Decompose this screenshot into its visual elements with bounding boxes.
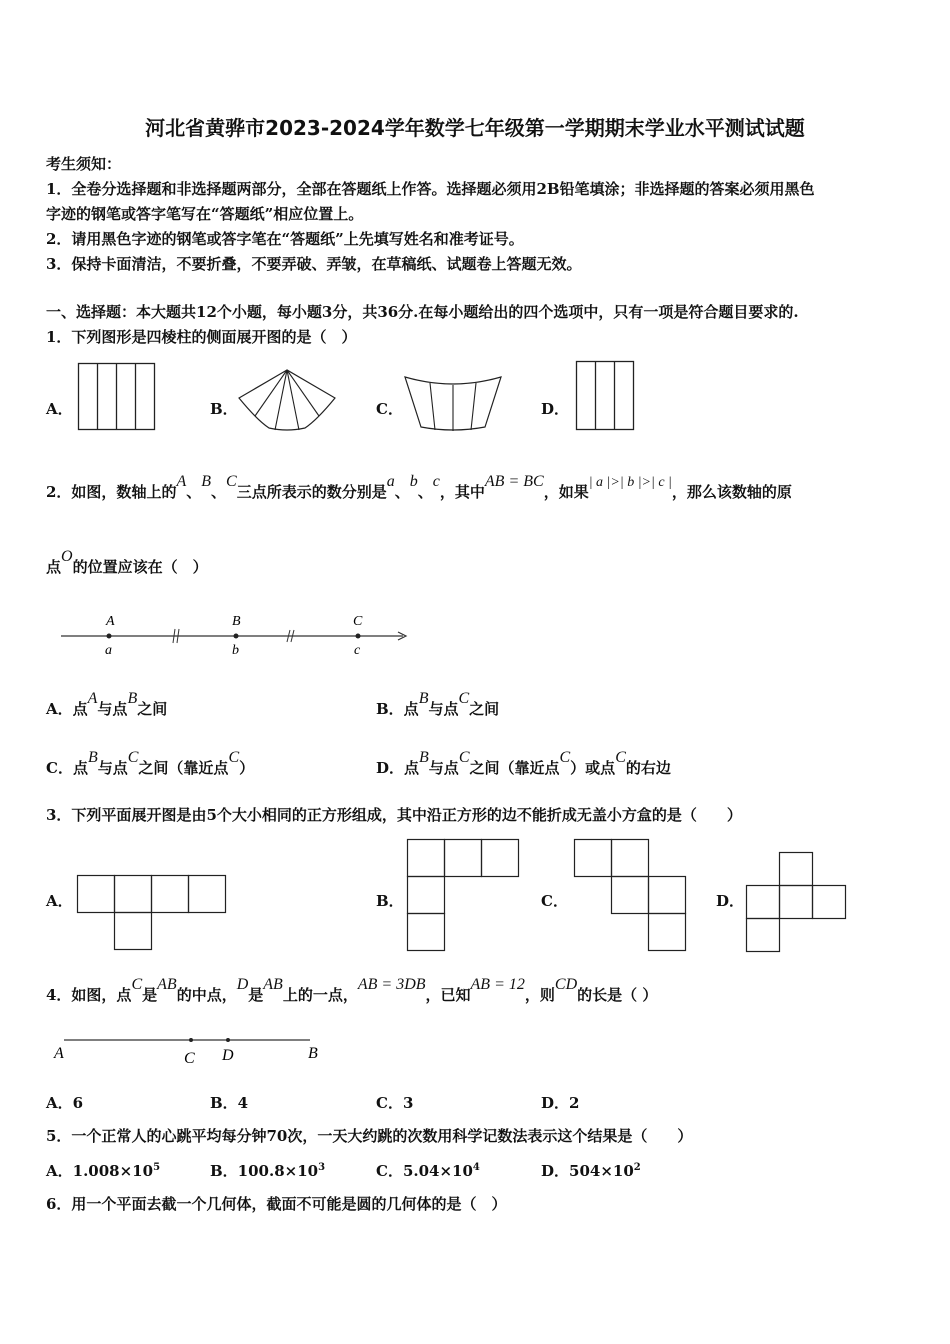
- q1-figure-a: [78, 363, 156, 431]
- number-line-figure: [58, 610, 418, 660]
- q4-segment-figure: [52, 1030, 327, 1070]
- notice-line-1: 1．全卷分选择题和非选择题两部分，全部在答题纸上作答。选择题必须用2B铅笔填涂；非选择题的答案必须用黑色: [46, 180, 815, 198]
- q3-net-d: [746, 852, 848, 952]
- q2-stem: 2．如图，数轴上的A、B、C三点所表示的数分别是a、b、c，其中AB = BC，如果| a |>| b |>| c |，那么该数轴的原: [46, 473, 792, 501]
- q2-equation-2: | a |>| b |>| c |: [588, 475, 672, 490]
- q4-option-c[interactable]: C．3: [376, 1094, 414, 1112]
- q1-figure-d: [576, 361, 636, 431]
- notice-line-4: 3．保持卡面清洁，不要折叠，不要弄破、弄皱，在草稿纸、试题卷上答题无效。: [46, 255, 582, 273]
- q3-stem: 3．下列平面展开图是由5个大小相同的正方形组成，其中沿正方形的边不能折成无盖小方盒的是（ ）: [46, 806, 742, 824]
- q5-option-c[interactable]: C．$5.04\times 10^4$: [376, 1162, 480, 1180]
- var-a-upper: A: [176, 473, 187, 490]
- q2-option-d[interactable]: D．点B与点C之间（靠近点C）或点C的右边: [376, 749, 671, 777]
- q2-option-a[interactable]: A．点A与点B之间: [46, 690, 168, 718]
- q3-option-d[interactable]: D．: [716, 892, 745, 910]
- number-line-label-a-upper: A: [106, 614, 115, 629]
- number-line-label-b-upper: B: [232, 614, 241, 629]
- var-o: O: [61, 548, 73, 565]
- q4-label-a: A: [54, 1045, 64, 1062]
- q3-net-c: [574, 839, 688, 951]
- q6-stem: 6．用一个平面去截一个几何体，截面不可能是圆的几何体的是（ ）: [46, 1195, 507, 1213]
- q1-option-d[interactable]: D．: [541, 400, 570, 418]
- number-line-label-a: a: [105, 643, 112, 658]
- q4-option-d[interactable]: D．2: [541, 1094, 580, 1112]
- notice-heading: 考生须知：: [46, 155, 122, 173]
- var-c: c: [432, 473, 440, 490]
- q3-net-b: [407, 839, 521, 951]
- q1-option-b[interactable]: B．: [210, 400, 238, 418]
- q4-option-b[interactable]: B．4: [210, 1094, 249, 1112]
- page-title: 河北省黄骅市2023-2024学年数学七年级第一学期期末学业水平测试试题: [145, 116, 805, 140]
- q1-option-a[interactable]: A．: [46, 400, 73, 418]
- var-b: b: [409, 473, 418, 490]
- notice-line-3: 2．请用黑色字迹的钢笔或答字笔在“答题纸”上先填写姓名和准考证号。: [46, 230, 524, 248]
- q5-stem: 5．一个正常人的心跳平均每分钟70次，一天大约跳的次数用科学记数法表示这个结果是（ ）: [46, 1127, 693, 1145]
- number-line-label-c: c: [354, 643, 361, 658]
- q1-figure-c: [403, 373, 503, 431]
- var-c-upper: C: [226, 473, 237, 490]
- number-line-label-b: b: [232, 643, 239, 658]
- q3-option-a[interactable]: A．: [46, 892, 73, 910]
- q1-option-c[interactable]: C．: [376, 400, 403, 418]
- q3-option-c[interactable]: C．: [541, 892, 568, 910]
- q4-label-b: B: [308, 1045, 318, 1062]
- q4-label-c: C: [184, 1050, 195, 1067]
- q4-option-a[interactable]: A．6: [46, 1094, 84, 1112]
- q1-figure-b: [237, 368, 337, 430]
- q3-net-a: [77, 875, 227, 951]
- q5-option-a[interactable]: A．$1.008\times 10^5$: [46, 1162, 161, 1180]
- notice-line-2: 字迹的钢笔或答字笔写在“答题纸”相应位置上。: [46, 205, 364, 223]
- q4-label-d: D: [222, 1047, 234, 1064]
- q5-option-d[interactable]: D．$504\times 10^2$: [541, 1162, 641, 1180]
- q4-stem: 4．如图，点C是AB的中点，D是AB上的一点，AB = 3DB，已知AB = 12，则CD的长是（ ）: [46, 976, 658, 1004]
- q2-stem-line2: 点O的位置应该在（ ）: [46, 548, 208, 576]
- q4-equation-2: AB = 12: [470, 976, 525, 993]
- q1-stem: 1．下列图形是四棱柱的侧面展开图的是（ ）: [46, 328, 357, 346]
- q2-equation-1: AB = BC: [484, 473, 544, 490]
- q3-option-b[interactable]: B．: [376, 892, 404, 910]
- q2-option-b[interactable]: B．点B与点C之间: [376, 690, 500, 718]
- q4-equation-1: AB = 3DB: [357, 976, 426, 993]
- q2-option-c[interactable]: C．点B与点C之间（靠近点C）: [46, 749, 255, 777]
- var-a: a: [386, 473, 395, 490]
- q5-option-b[interactable]: B．$100.8\times 10^3$: [210, 1162, 326, 1180]
- section-heading: 一、选择题：本大题共12个小题，每小题3分，共36分.在每小题给出的四个选项中，只有一项是符合题目要求的.: [46, 303, 799, 321]
- var-b-upper: B: [201, 473, 212, 490]
- number-line-label-c-upper: C: [353, 614, 363, 629]
